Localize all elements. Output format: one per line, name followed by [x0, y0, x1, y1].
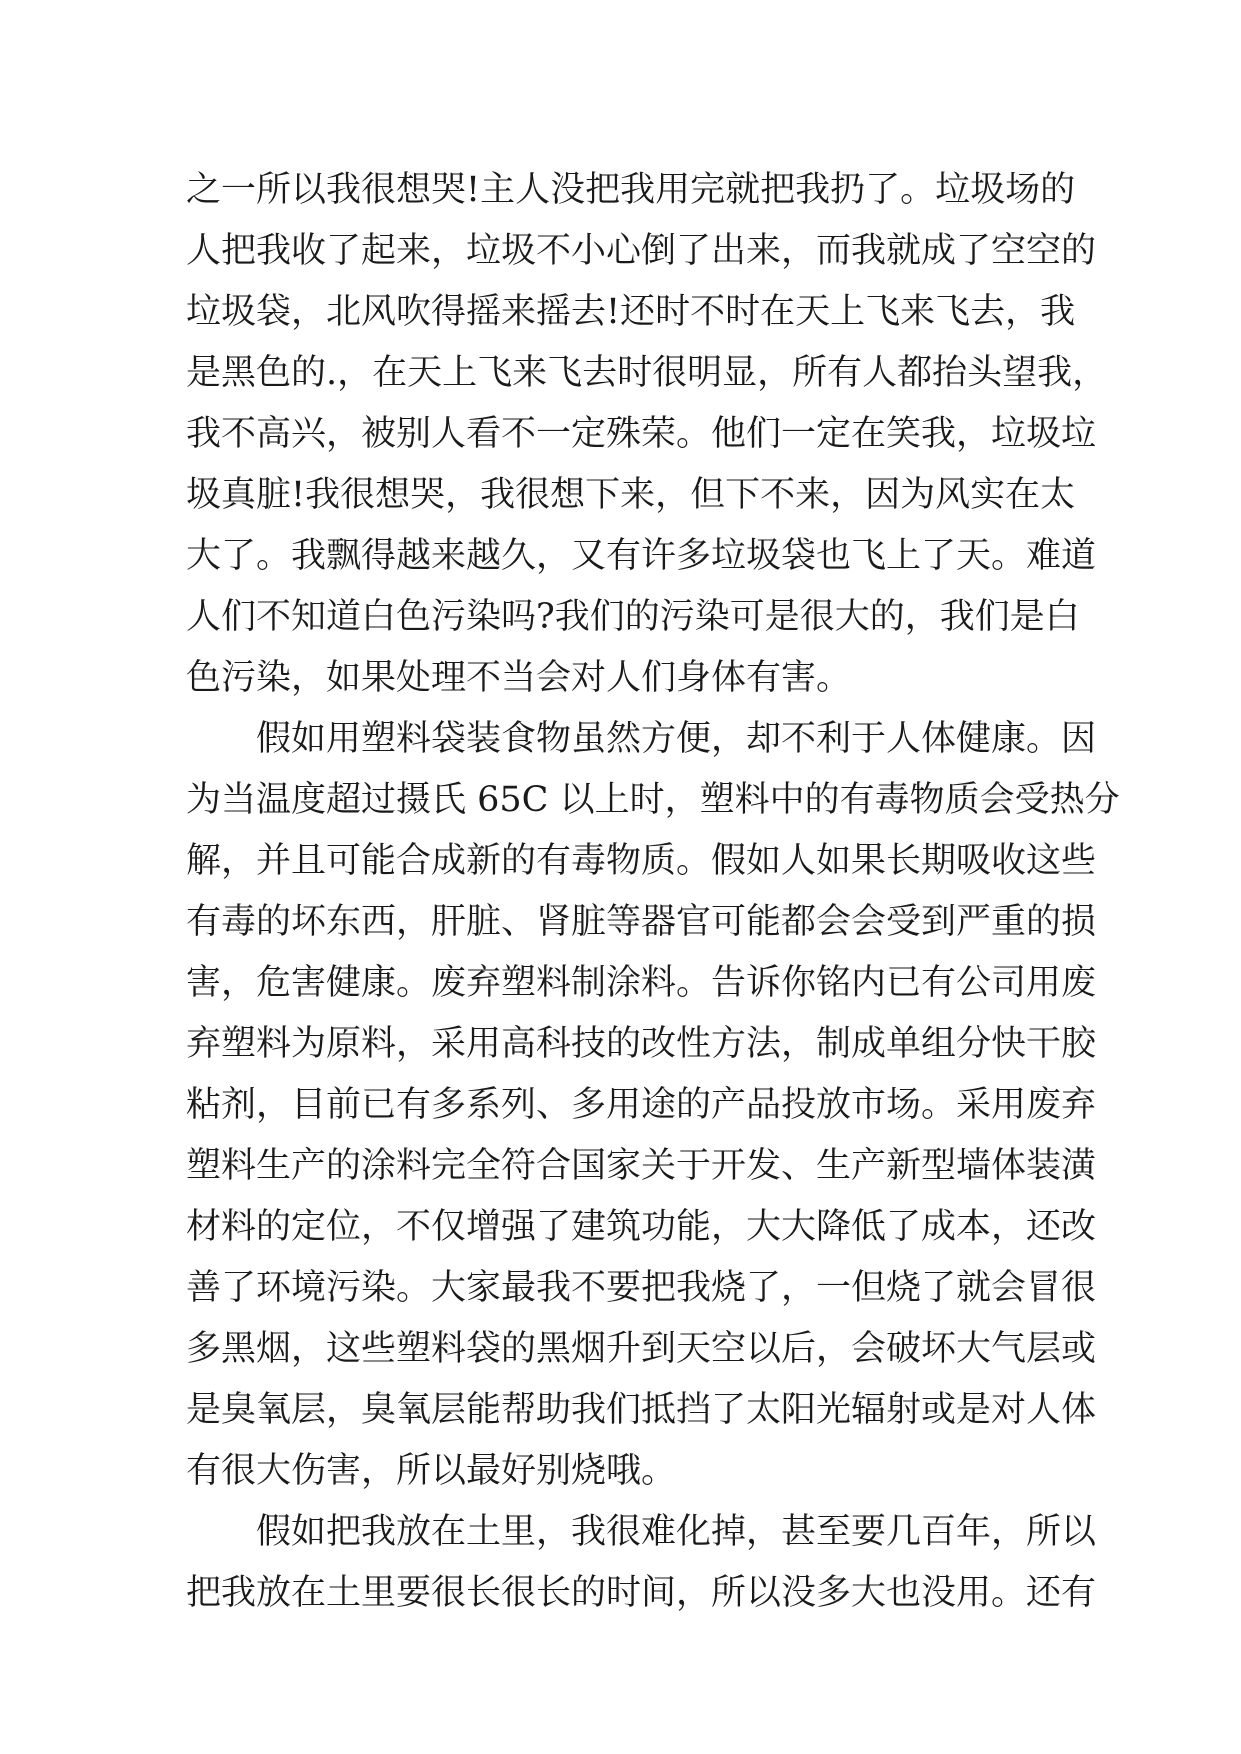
paragraph-1 — [186, 160, 1108, 709]
text-line: 是黑色的.，在天上飞来飞去时很明显，所有人都抬头望我， — [186, 353, 1108, 393]
text-line: 人把我收了起来，垃圾不小心倒了出来，而我就成了空空的 — [186, 231, 1097, 271]
text-line: 假如用塑料袋装食物虽然方便，却不利于人体健康。因 — [256, 719, 1097, 759]
text-line: 有毒的坏东西，肝脏、肾脏等器官可能都会会受到严重的损 — [186, 902, 1097, 942]
text-line: 之一所以我很想哭!主人没把我用完就把我扔了。垃圾场的 — [186, 170, 1076, 210]
document-body — [186, 160, 1120, 1624]
text-line: 把我放在土里要很长很长的时间，所以没多大也没用。还有 — [186, 1573, 1097, 1613]
paragraph-2 — [186, 709, 1120, 1502]
text-line: 有很大伤害，所以最好别烧哦。 — [186, 1451, 677, 1491]
text-line: 是臭氧层，臭氧层能帮助我们抵挡了太阳光辐射或是对人体 — [186, 1390, 1097, 1430]
text-line: 塑料生产的涂料完全符合国家关于开发、生产新型墙体装潢 — [186, 1146, 1097, 1186]
text-line: 大了。我飘得越来越久，又有许多垃圾袋也飞上了天。难道 — [186, 536, 1097, 576]
text-line: 假如把我放在土里，我很难化掉，甚至要几百年，所以 — [256, 1512, 1097, 1552]
text-line: 垃圾袋，北风吹得摇来摇去!还时不时在天上飞来飞去，我 — [186, 292, 1076, 332]
text-line: 多黑烟，这些塑料袋的黑烟升到天空以后，会破坏大气层或 — [186, 1329, 1097, 1369]
text-line: 粘剂，目前已有多系列、多用途的产品投放市场。采用废弃 — [186, 1085, 1097, 1125]
text-line: 人们不知道白色污染吗?我们的污染可是很大的，我们是白 — [186, 597, 1080, 637]
text-line: 弃塑料为原料，采用高科技的改性方法，制成单组分快干胶 — [186, 1024, 1097, 1064]
paragraph-3 — [186, 1502, 1097, 1624]
text-line: 害，危害健康。废弃塑料制涂料。告诉你铭内已有公司用废 — [186, 963, 1097, 1003]
text-line: 圾真脏!我很想哭，我很想下来，但下不来，因为风实在太 — [186, 475, 1076, 515]
text-line: 色污染，如果处理不当会对人们身体有害。 — [186, 658, 852, 698]
text-line: 为当温度超过摄氏 65C 以上时，塑料中的有毒物质会受热分 — [186, 780, 1120, 820]
text-line: 善了环境污染。大家最我不要把我烧了，一但烧了就会冒很 — [186, 1268, 1097, 1308]
text-line: 材料的定位，不仅增强了建筑功能，大大降低了成本，还改 — [186, 1207, 1097, 1247]
text-line: 我不高兴，被别人看不一定殊荣。他们一定在笑我，垃圾垃 — [186, 414, 1097, 454]
text-line: 解，并且可能合成新的有毒物质。假如人如果长期吸收这些 — [186, 841, 1097, 881]
